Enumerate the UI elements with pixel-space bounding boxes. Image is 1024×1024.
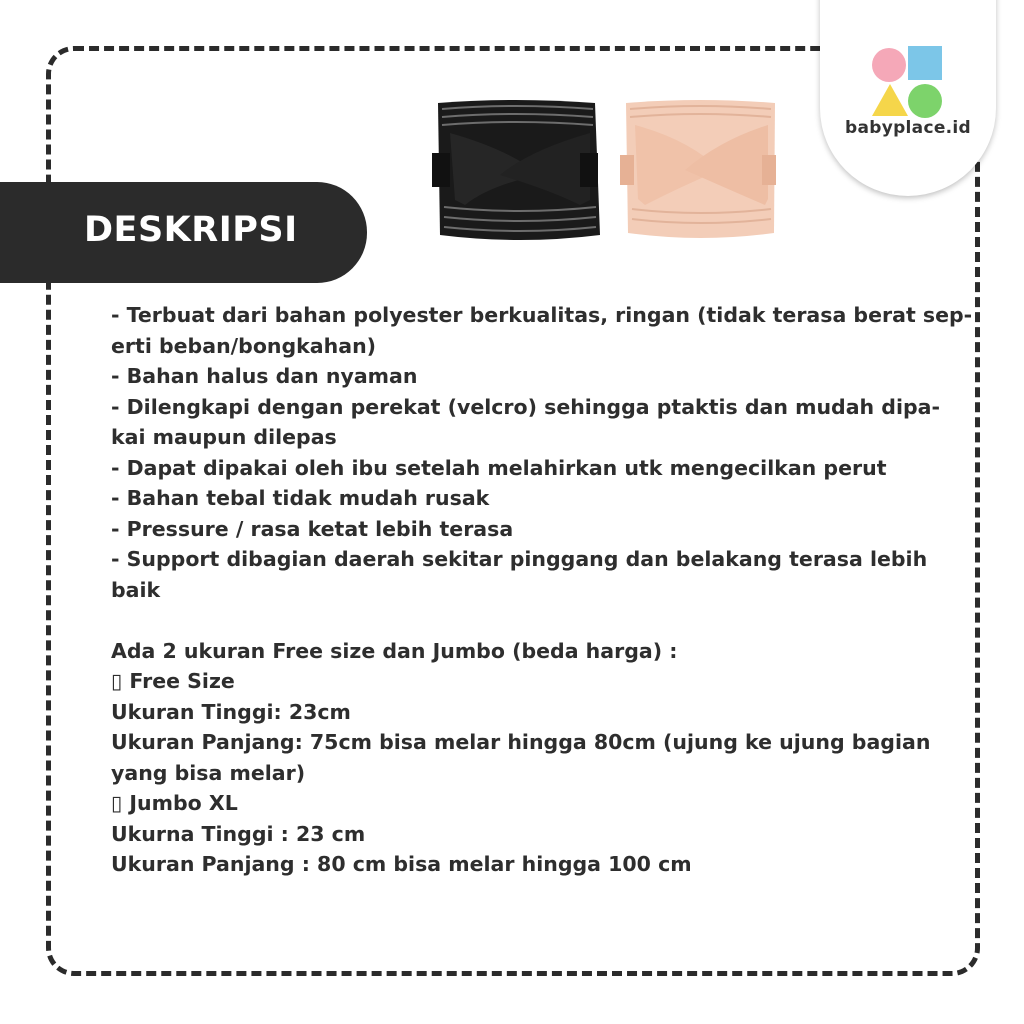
size-line: ▯ Jumbo XL [111, 791, 238, 815]
description-line: - Pressure / rasa ketat lebih terasa [111, 516, 514, 541]
description-line: baik [111, 577, 161, 602]
description-line: - Bahan tebal tidak mudah rusak [111, 486, 490, 510]
description-line: - Terbuat dari bahan polyester berkualitas, ringan (tidak terasa berat sep- [111, 303, 973, 327]
size-line: Ada 2 ukuran Free size dan Jumbo (beda harga) : [111, 638, 678, 663]
brand-logo [820, 0, 996, 196]
green-circle-icon [908, 84, 942, 118]
description-line: - Bahan halus dan nyaman [111, 364, 418, 388]
description-line: - Dapat dipakai oleh ibu setelah melahirkan utk mengecilkan perut [111, 455, 887, 480]
section-banner [0, 182, 367, 283]
description-line: - Support dibagian daerah sekitar pinggang dan belakang terasa lebih [111, 547, 928, 571]
spacer [111, 605, 941, 636]
size-line: ▯ Free Size [111, 669, 235, 693]
black-belt-image [432, 100, 600, 240]
logo-text: babyplace.id [844, 118, 972, 138]
size-line: Ukuran Tinggi: 23cm [111, 699, 351, 724]
description-line: kai maupun dilepas [111, 425, 337, 449]
size-line: Ukuran Panjang : 80 cm bisa melar hingga 100 cm [111, 852, 692, 876]
blue-square-icon [908, 46, 942, 80]
product-image [430, 95, 780, 245]
pink-belt-image [620, 100, 776, 238]
size-line: Ukuran Panjang: 75cm bisa melar hingga 80cm (ujung ke ujung bagian [111, 730, 931, 754]
pink-circle-icon [872, 48, 906, 82]
description-text [111, 300, 973, 880]
section-title: DESKRIPSI [84, 210, 298, 250]
logo-shapes-icon [872, 46, 944, 118]
size-line: Ukurna Tinggi : 23 cm [111, 821, 366, 846]
description-line: - Dilengkapi dengan perekat (velcro) sehingga ptaktis dan mudah dipa- [111, 394, 941, 419]
size-line: yang bisa melar) [111, 760, 306, 785]
yellow-triangle-icon [872, 84, 908, 116]
description-line: erti beban/bongkahan) [111, 333, 377, 358]
